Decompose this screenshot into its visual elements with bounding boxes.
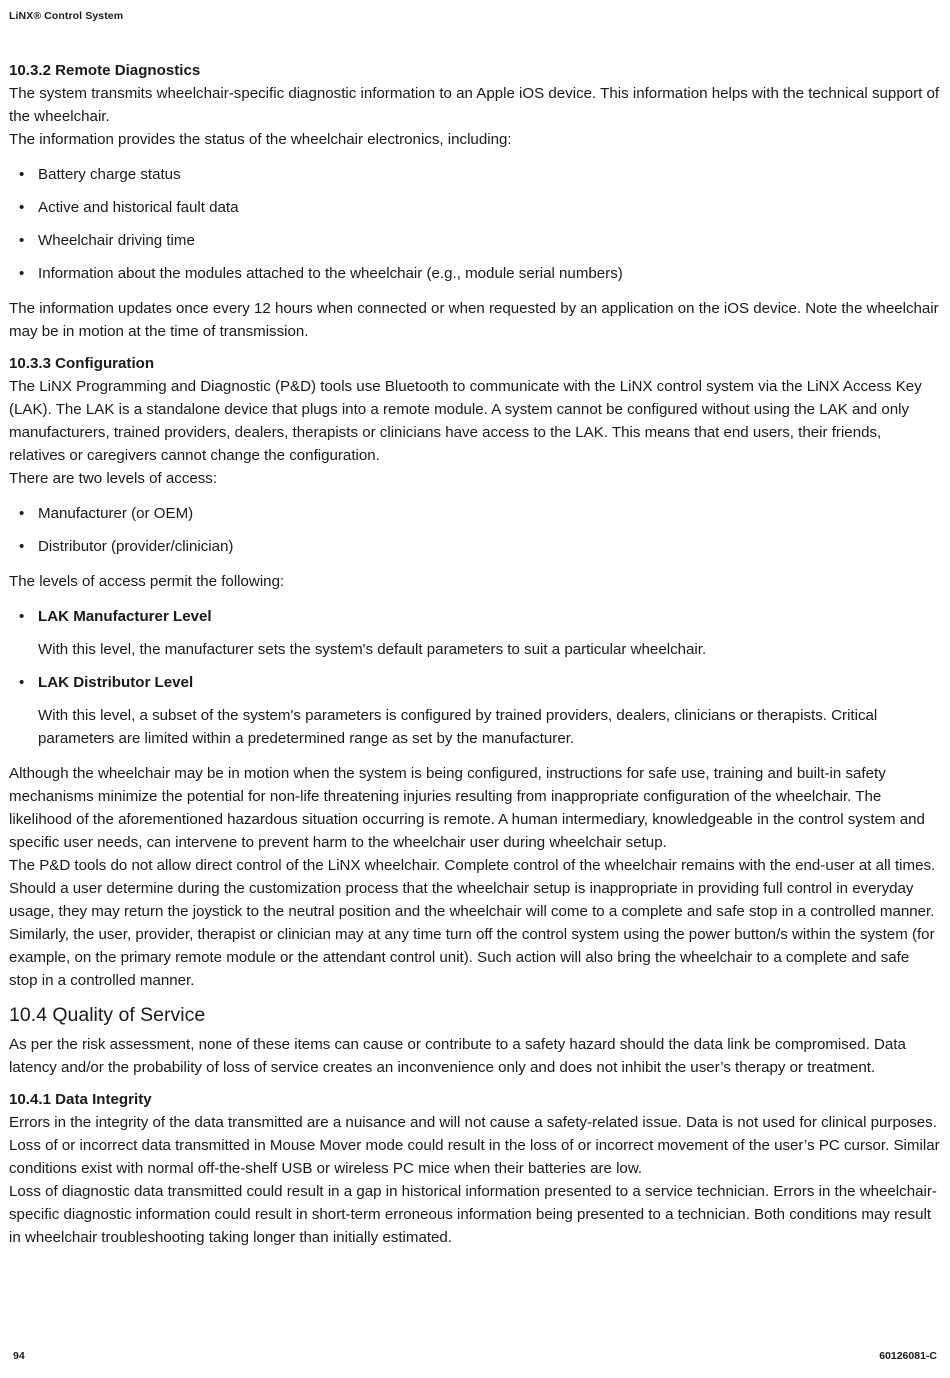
- paragraph: Loss of diagnostic data transmitted could result in a gap in historical information presented to a service technician. Errors in the wheelchair-specific diagnostic information could result in short-term erroneous information being presented to a technician. Both conditions may result in wheelchair troubleshooting taking longer than initially estimated.: [9, 1183, 937, 1246]
- paragraph: Although the wheelchair may be in motion when the system is being configured, instructions for safe use, training and built-in safety mechanisms minimize the potential for non-life threatening injuries resulting from inappropriate configuration of the wheelchair. The likelihood of the aforementioned hazardous situation occurring is remote. A human intermediary, knowledgeable in the control system and specific user needs, can intervene to prevent harm to the wheelchair user during wheelchair setup.: [9, 765, 925, 851]
- list-item: • Battery charge status: [9, 163, 941, 186]
- list-item: • Information about the modules attached to the wheelchair (e.g., module serial numbers): [9, 262, 941, 285]
- page-number: 94: [13, 1350, 25, 1362]
- paragraph: The information updates once every 12 hours when connected or when requested by an application on the iOS device. Note the wheelchair may be in motion at the time of transmission.: [9, 300, 939, 340]
- level-title: LAK Distributor Level: [38, 674, 194, 691]
- list-item: • Active and historical fault data: [9, 196, 941, 219]
- level-title: LAK Manufacturer Level: [38, 608, 212, 625]
- heading-10-4: 10.4 Quality of Service: [9, 1004, 206, 1026]
- paragraph: Loss of or incorrect data transmitted in Mouse Mover mode could result in the loss of or incorrect movement of the user’s PC cursor. Similar conditions exist with normal off-the-shelf USB or wireless PC mice when their batteries are low.: [9, 1137, 940, 1177]
- heading-10-3-2: 10.3.2 Remote Diagnostics: [9, 62, 201, 79]
- level-description: With this level, the manufacturer sets the system's default parameters to suit a particular wheelchair.: [38, 641, 707, 658]
- access-levels-list: [9, 502, 941, 558]
- paragraph: The P&D tools do not allow direct control of the LiNX wheelchair. Complete control of the wheelchair remains with the end-user at all times. Should a user determine during the customization process that the wheelchair setup is inappropriate in providing full control in everyday usage, they may return the joystick to the neutral position and the wheelchair will come to a complete and safe stop in a controlled manner.: [9, 857, 936, 920]
- paragraph: As per the risk assessment, none of these items can cause or contribute to a safety hazard should the data link be compromised. Data latency and/or the probability of loss of service creates an inconvenience only and does not inhibit the user’s therapy or treatment.: [9, 1036, 906, 1076]
- list-item: [9, 671, 941, 694]
- levels-list: [9, 605, 941, 628]
- paragraph: Errors in the integrity of the data transmitted are a nuisance and will not cause a safety-related issue. Data is not used for clinical purposes.: [9, 1114, 937, 1131]
- paragraph: The information provides the status of the wheelchair electronics, including:: [9, 131, 512, 148]
- list-item: • Wheelchair driving time: [9, 229, 941, 252]
- heading-10-4-1: 10.4.1 Data Integrity: [9, 1091, 152, 1108]
- list-item: • Manufacturer (or OEM): [9, 502, 941, 525]
- heading-10-3-3: 10.3.3 Configuration: [9, 355, 155, 372]
- paragraph: The system transmits wheelchair-specific diagnostic information to an Apple iOS device. This information helps with the technical support of the wheelchair.: [9, 85, 940, 125]
- paragraph: Similarly, the user, provider, therapist or clinician may at any time turn off the control system using the power button/s within the system (for example, on the primary remote module or the attendant control unit). Such action will also bring the wheelchair to a complete and safe stop in a controlled manner.: [9, 926, 935, 989]
- diagnostics-list: [9, 163, 941, 285]
- document-id: 60126081-C: [879, 1350, 937, 1362]
- levels-list: [9, 671, 941, 694]
- list-item: • Distributor (provider/clinician): [9, 535, 941, 558]
- paragraph: There are two levels of access:: [9, 470, 218, 487]
- paragraph: The LiNX Programming and Diagnostic (P&D) tools use Bluetooth to communicate with the LiNX control system via the LiNX Access Key (LAK). The LAK is a standalone device that plugs into a remote module. A system cannot be configured without using the LAK and only manufacturers, trained providers, dealers, therapists or clinicians have access to the LAK. This means that end users, their friends, relatives or caregivers cannot change the configuration.: [9, 378, 922, 464]
- list-item: [9, 605, 941, 628]
- page-content: [9, 59, 941, 1249]
- running-header: LiNX® Control System: [9, 10, 124, 22]
- level-description: With this level, a subset of the system's parameters is configured by trained providers, dealers, clinicians or therapists. Critical parameters are limited within a predetermined range as set by the manufacturer.: [38, 707, 878, 747]
- paragraph: The levels of access permit the following:: [9, 573, 285, 590]
